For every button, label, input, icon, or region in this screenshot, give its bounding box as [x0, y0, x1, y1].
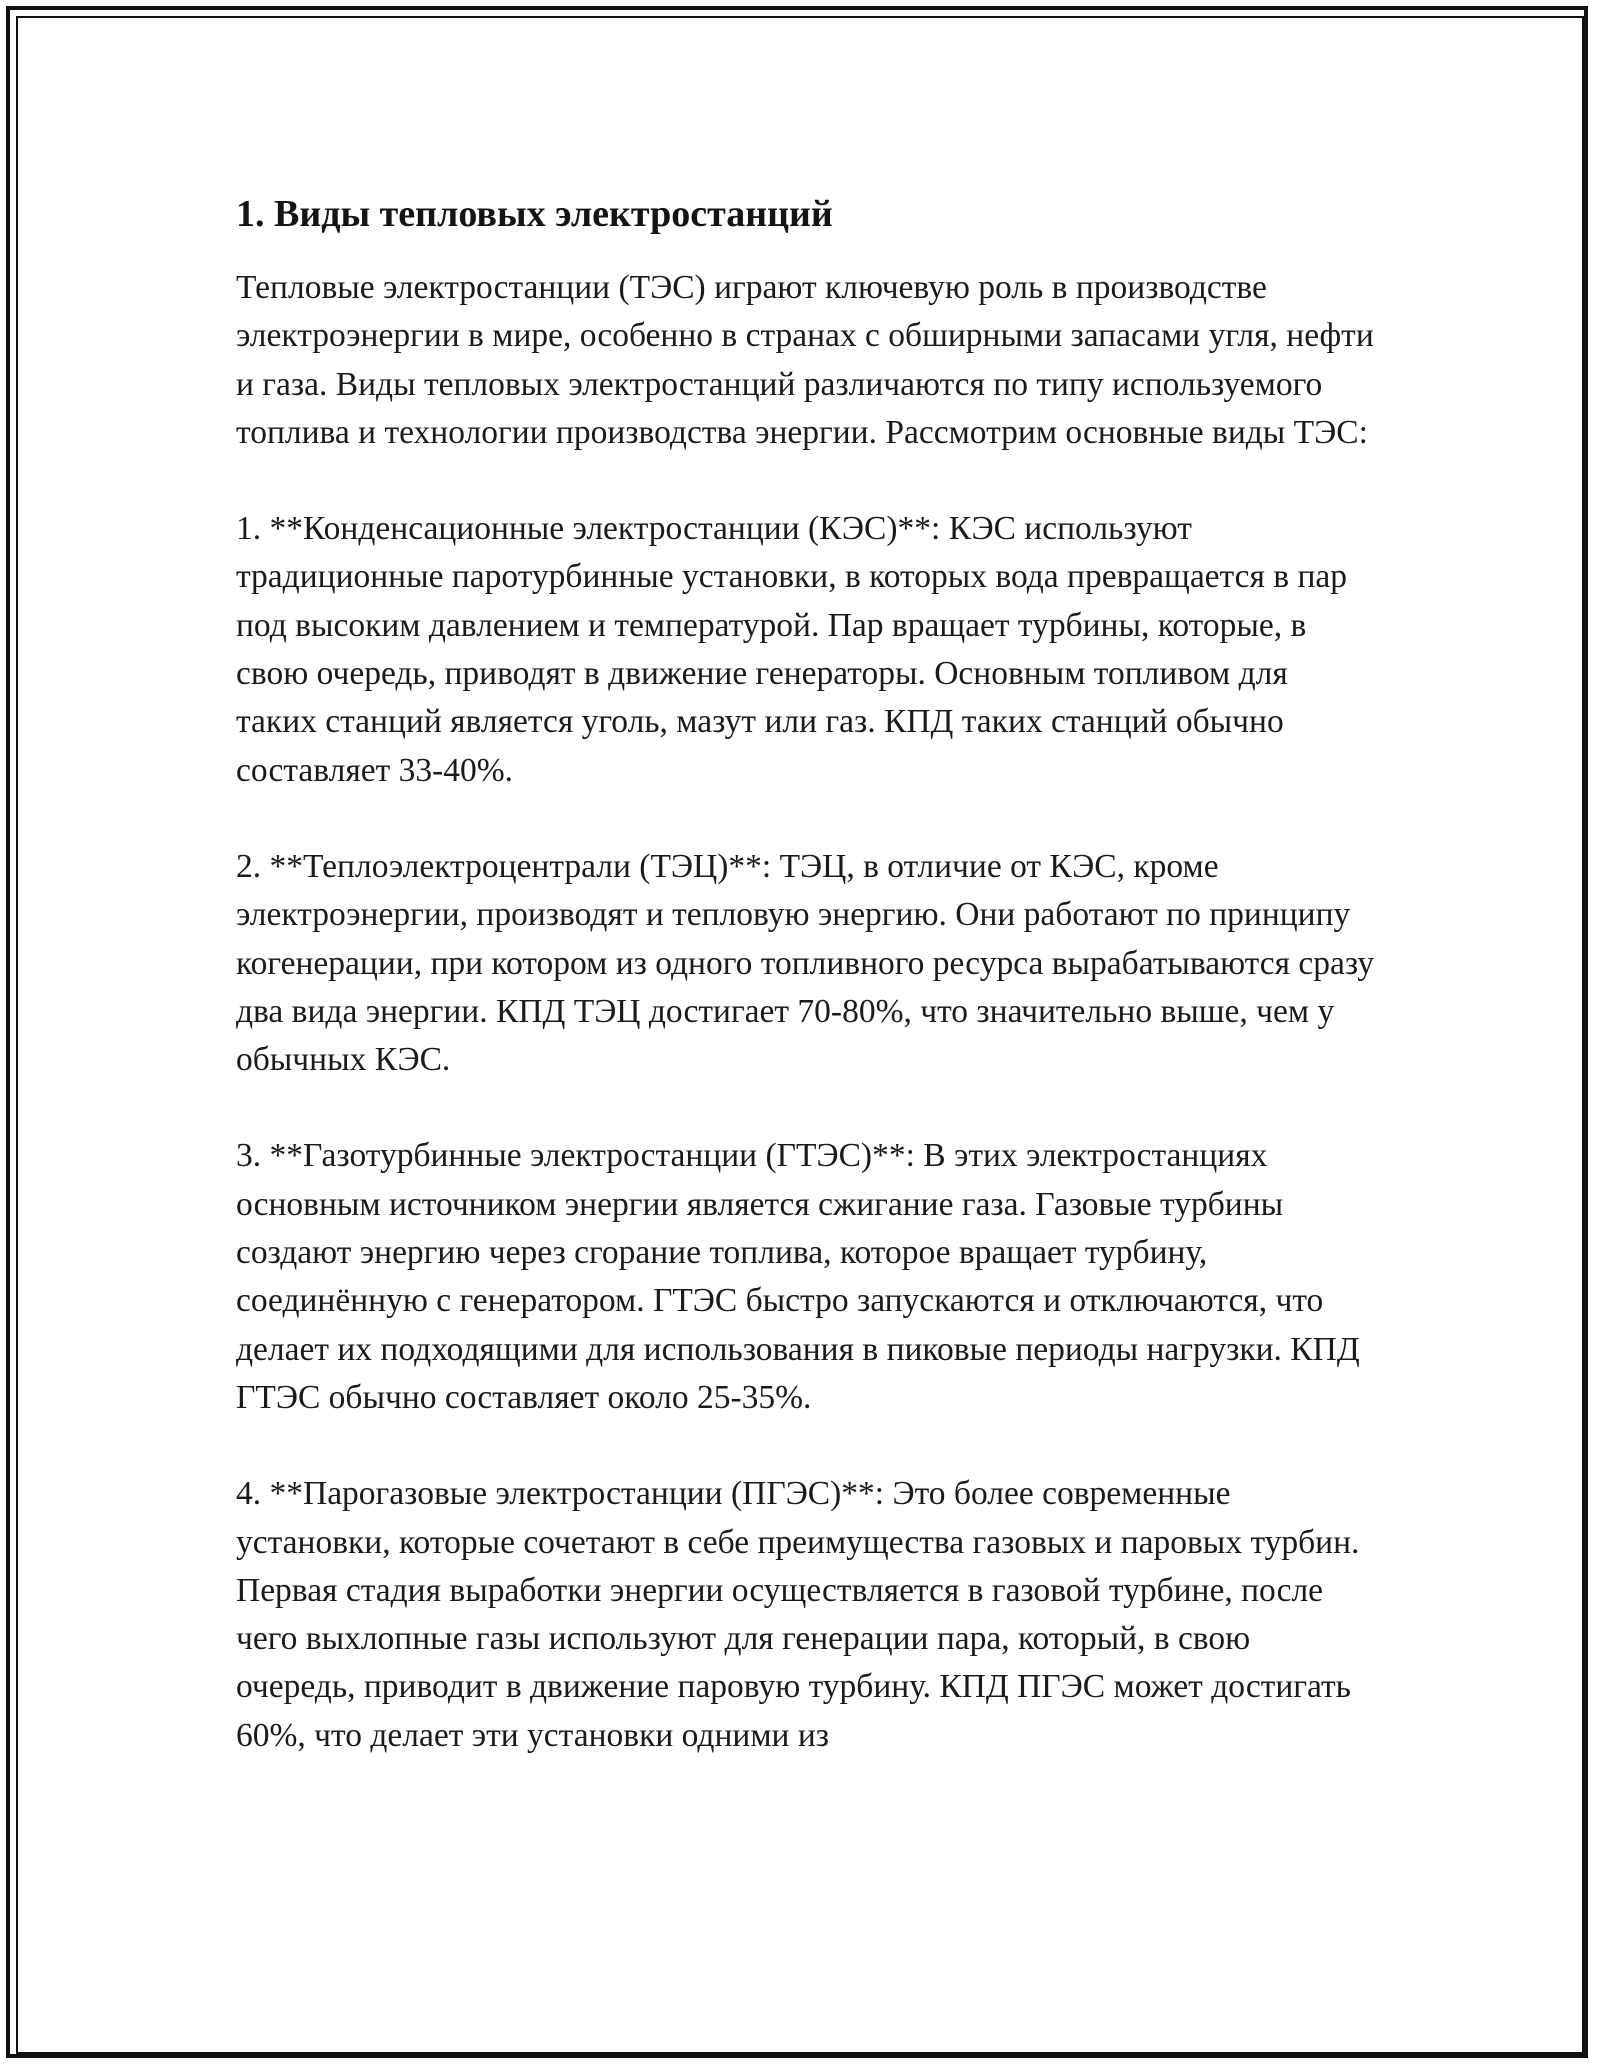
paragraph-intro: Тепловые электростанции (ТЭС) играют ключевую роль в производстве электроэнергии в мире, особенно в странах с обширными запасами угля, нефти и газа. Виды тепловых электростанций различаются по типу используемого топлива и технологии производства энергии. Рассмотрим основные виды ТЭС:: [236, 269, 1374, 451]
paragraph-gtes: 3. **Газотурбинные электростанции (ГТЭС)**: В этих электростанциях основным источником энергии является сжигание газа. Газовые турбины создают энергию через сгорание топлива, которое вращает турбину, соединённую с генератором. ГТЭС быстро запускаются и отключаются, что делает их подходящими для использования в пиковые периоды нагрузки. КПД ГТЭС обычно составляет около 25-35%.: [236, 1137, 1360, 1416]
section-heading: 1. Виды тепловых электростанций: [236, 193, 833, 235]
paragraph-pges: 4. **Парогазовые электростанции (ПГЭС)**: Это более современные установки, которые сочетают в себе преимущества газовых и паровых турбин. Первая стадия выработки энергии осуществляется в газовой турбине, после чего выхлопные газы используют для генерации пара, который, в свою очередь, приводит в движение паровую турбину. КПД ПГЭС может достигать 60%, что делает эти установки одними из: [236, 1475, 1360, 1754]
paragraph-tec: 2. **Теплоэлектроцентрали (ТЭЦ)**: ТЭЦ, в отличие от КЭС, кроме электроэнергии, производят и тепловую энергию. Они работают по принципу когенерации, при котором из одного топливного ресурса вырабатываются сразу два вида энергии. КПД ТЭЦ достигает 70-80%, что значительно выше, чем у обычных КЭС.: [236, 847, 1375, 1079]
document-body: [236, 188, 1376, 1808]
paragraph-kes: 1. **Конденсационные электростанции (КЭС)**: КЭС используют традиционные паротурбинные установки, в которых вода превращается в пар под высоким давлением и температурой. Пар вращает турбины, которые, в свою очередь, приводят в движение генераторы. Основным топливом для таких станций является уголь, мазут или газ. КПД таких станций обычно составляет 33-40%.: [236, 510, 1347, 789]
